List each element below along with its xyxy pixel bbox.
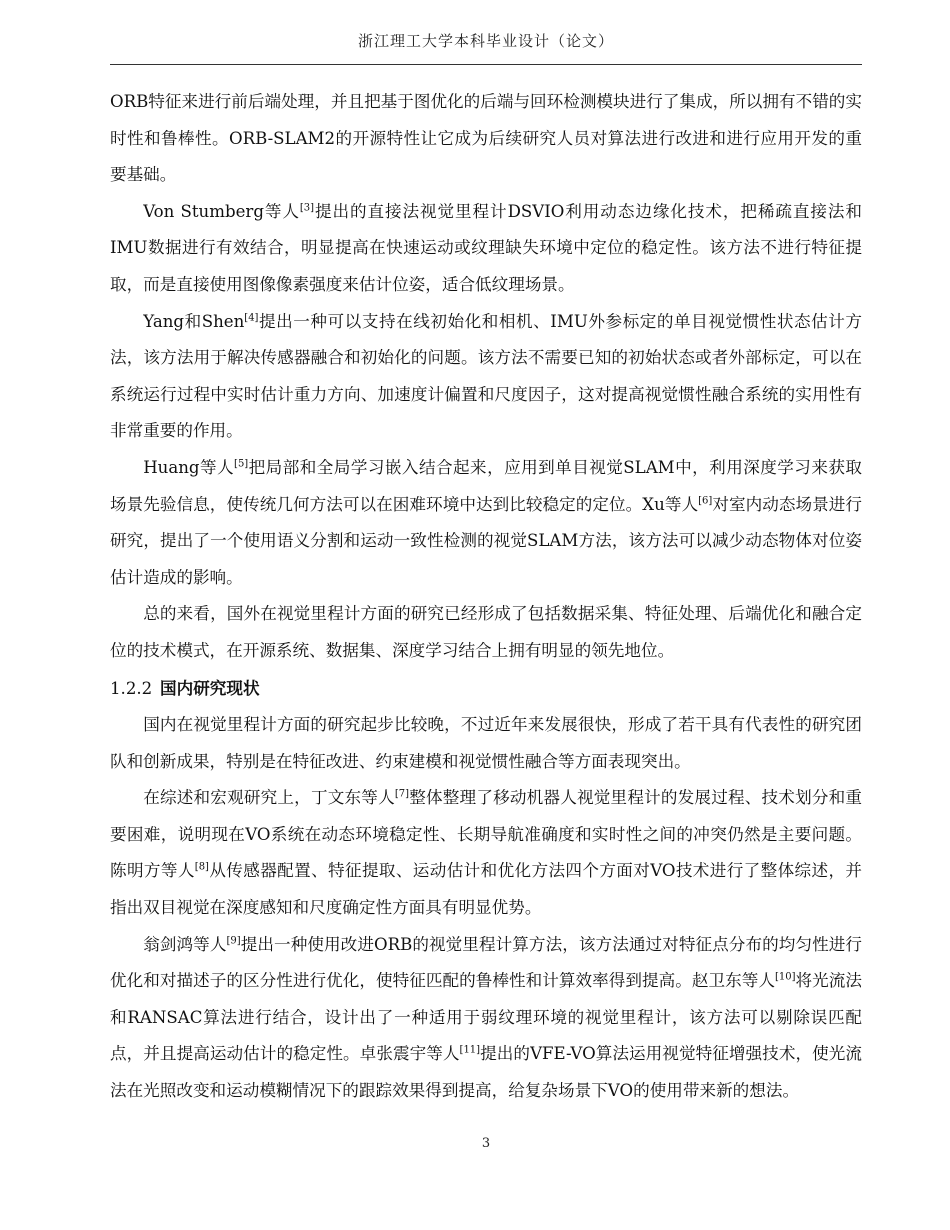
page-number: 3 — [481, 1136, 491, 1151]
paragraph-text: Yang和Shen — [143, 311, 245, 331]
body-paragraph — [110, 84, 862, 194]
body-paragraph — [110, 596, 862, 669]
body-content — [110, 84, 862, 1110]
citation-reference: [5] — [234, 458, 249, 470]
body-paragraph — [110, 780, 862, 926]
paragraph-text: Von Stumberg等人 — [143, 201, 300, 221]
paragraph-text: 提出的直接法视觉里程计DSVIO利用动态边缘化技术，把稀疏直接法和IMU数据进行有效结合，明显提高在快速运动或纹理缺失环境中定位的稳定性。该方法不进行特征提取，而是直接使用图像像素强度来估计位姿，适合低纹理场景。 — [110, 201, 863, 294]
paragraph-text: 翁剑鸿等人 — [143, 934, 227, 954]
citation-reference: [8] — [194, 861, 209, 873]
paragraph-text: Huang等人 — [143, 457, 235, 477]
citation-reference: [9] — [226, 935, 241, 947]
running-header: 浙江理工大学本科毕业设计（论文） — [357, 32, 614, 50]
body-paragraph — [110, 707, 862, 780]
paragraph-text: 对室内动态场景进行研究，提出了一个使用语义分割和运动一致性检测的视觉SLAM方法，该方法可以减少动态物体对位姿估计造成的影响。 — [110, 494, 863, 587]
paragraph-text: 整体整理了移动机器人视觉里程计的发展过程、技术划分和重要困难，说明现在VO系统在动态环境稳定性、长期导航准确度和实时性之间的冲突仍然是主要问题。陈明方等人 — [110, 788, 863, 881]
citation-reference: [11] — [459, 1044, 481, 1056]
domestic-research-paragraphs — [110, 707, 862, 1110]
paragraph-text: 在综述和宏观研究上，丁文东等人 — [143, 788, 395, 808]
paragraph-text: 提出的VFE-VO算法运用视觉特征增强技术，使光流法在光照改变和运动模糊情况下的跟踪效果得到提高，给复杂场景下VO的使用带来新的想法。 — [110, 1044, 862, 1101]
paragraph-text: 将光流法和RANSAC算法进行结合，设计出了一种适用于弱纹理环境的视觉里程计，该方法可以剔除误匹配点，并且提高运动估计的稳定性。卓张震宇等人 — [110, 971, 863, 1064]
paragraph-text: 提出一种使用改进ORB的视觉里程计算方法，该方法通过对特征点分布的均匀性进行优化和对描述子的区分性进行优化，使特征匹配的鲁棒性和计算效率得到提高。赵卫东等人 — [110, 934, 863, 991]
foreign-research-paragraphs — [110, 84, 862, 670]
section-number: 1.2.2 — [110, 678, 153, 698]
section-heading — [110, 670, 862, 708]
paragraph-text: 国内在视觉里程计方面的研究起步比较晚，不过近年来发展很快，形成了若干具有代表性的研究团队和创新成果，特别是在特征改进、约束建模和视觉惯性融合等方面表现突出。 — [110, 715, 862, 771]
body-paragraph — [110, 194, 862, 304]
body-paragraph — [110, 927, 862, 1110]
citation-reference: [10] — [774, 971, 796, 983]
paragraph-text: 总的来看，国外在视觉里程计方面的研究已经形成了包括数据采集、特征处理、后端优化和融合定位的技术模式，在开源系统、数据集、深度学习结合上拥有明显的领先地位。 — [110, 604, 862, 660]
paragraph-text: 提出一种可以支持在线初始化和相机、IMU外参标定的单目视觉惯性状态估计方法，该方法用于解决传感器融合和初始化的问题。该方法不需要已知的初始状态或者外部标定，可以在系统运行过程中实时估计重力方向、加速度计偏置和尺度因子，这对提高视觉惯性融合系统的实用性有非常重要的作用。 — [110, 311, 862, 441]
section-title: 国内研究现状 — [160, 677, 260, 698]
paragraph-text: 把局部和全局学习嵌入结合起来，应用到单目视觉SLAM中，利用深度学习来获取场景先验信息，使传统几何方法可以在困难环境中达到比较稳定的定位。Xu等人 — [110, 457, 862, 514]
citation-reference: [7] — [394, 788, 410, 800]
body-paragraph — [110, 450, 862, 596]
paragraph-text: ORB特征来进行前后端处理，并且把基于图优化的后端与回环检测模块进行了集成，所以拥有不错的实时性和鲁棒性。ORB-SLAM2的开源特性让它成为后续研究人员对算法进行改进和进行应用开发的重要基础。 — [110, 92, 862, 185]
citation-reference: [4] — [244, 312, 259, 324]
citation-reference: [6] — [698, 495, 713, 506]
citation-reference: [3] — [299, 202, 315, 214]
header-rule — [110, 64, 862, 65]
paragraph-text: 从传感器配置、特征提取、运动估计和优化方法四个方面对VO技术进行了整体综述，并指出双目视觉在深度感知和尺度确定性方面具有明显优势。 — [110, 861, 863, 918]
body-paragraph — [110, 304, 862, 450]
